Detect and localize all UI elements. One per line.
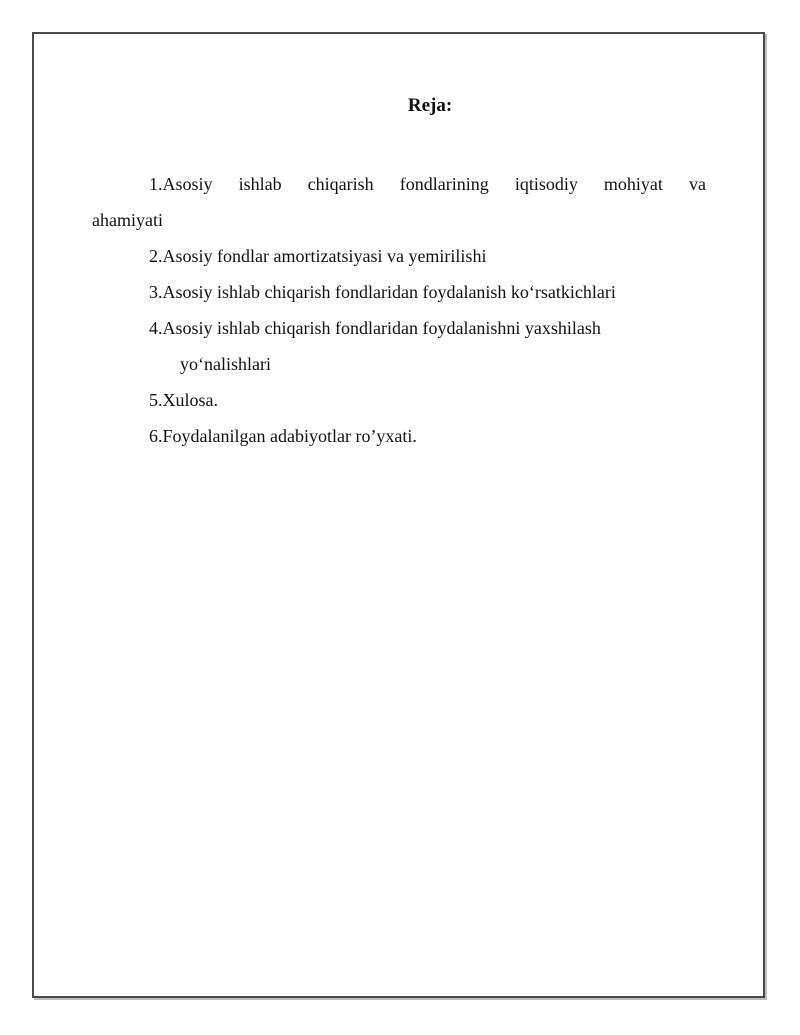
plan-list [92,166,706,454]
plan-item-1-line-1: 1.Asosiy ishlab chiqarish fondlarining iqtisodiy mohiyat va [149,174,706,194]
plan-item-5 [92,382,706,418]
page-title: Reja: [407,95,453,116]
plan-item-6 [92,418,706,454]
plan-item-1-line-2: ahamiyati [92,210,163,230]
plan-item-3-text: 3.Asosiy ishlab chiqarish fondlaridan foydalanish ko‘rsatkichlari [149,282,616,302]
plan-item-6-text: 6.Foydalanilgan adabiyotlar ro’yxati. [149,426,417,446]
plan-item-5-text: 5.Xulosa. [149,390,218,410]
plan-item-2-text: 2.Asosiy fondlar amortizatsiyasi va yemirilishi [149,246,487,266]
plan-item-4-line-2: yo‘nalishlari [180,354,271,374]
plan-item-4-line-1: 4.Asosiy ishlab chiqarish fondlaridan foydalanishni yaxshilash [149,318,601,338]
plan-item-1 [92,166,706,238]
plan-item-3 [92,274,706,310]
plan-item-2 [92,238,706,274]
plan-item-4 [92,310,706,382]
